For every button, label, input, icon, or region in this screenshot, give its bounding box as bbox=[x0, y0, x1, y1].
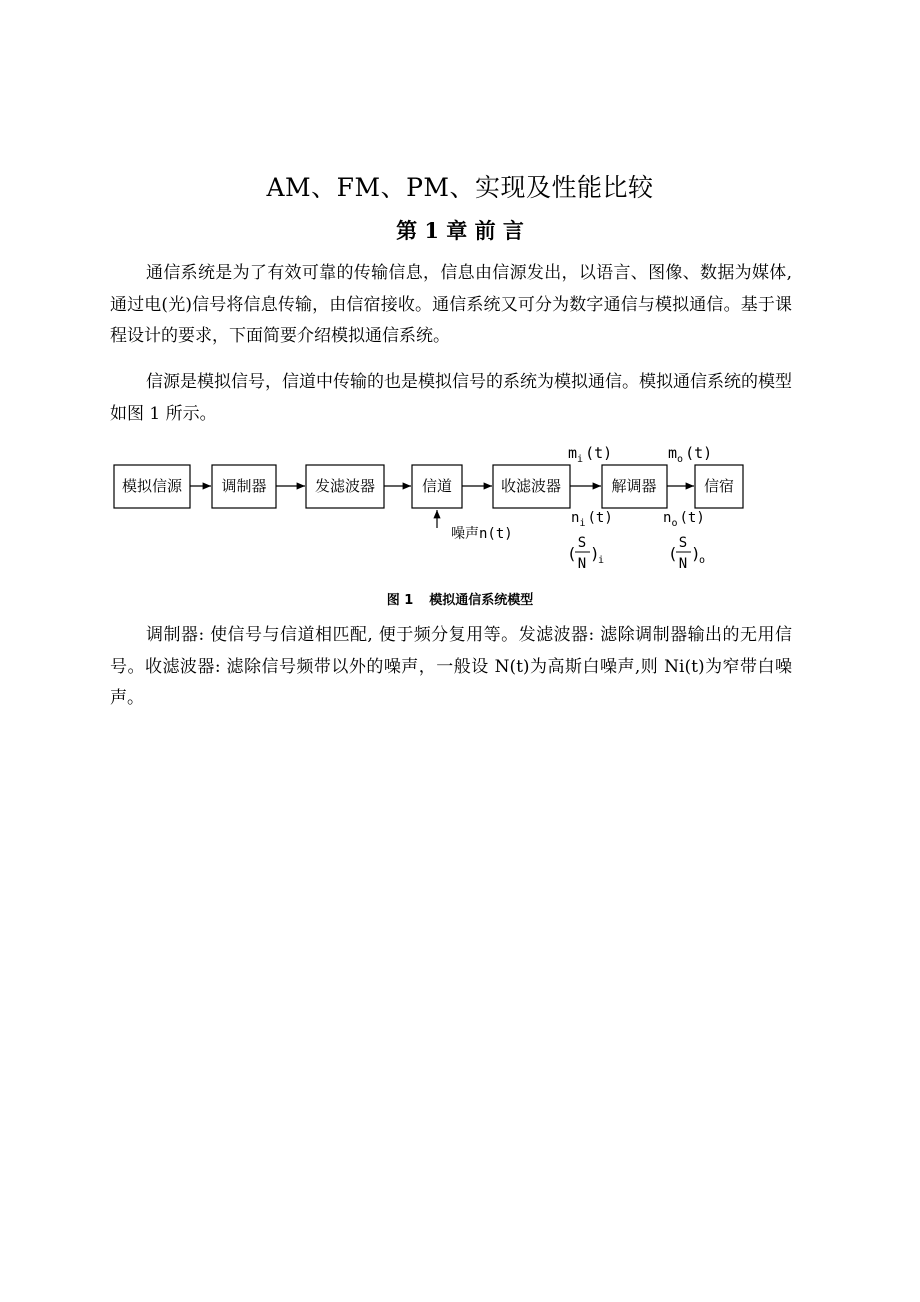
block-rx-filter bbox=[493, 465, 570, 508]
block-channel-label: 信道 bbox=[421, 477, 453, 495]
block-tx-filter bbox=[306, 465, 384, 508]
block-sink bbox=[695, 465, 743, 508]
snr-input bbox=[567, 535, 604, 572]
block-modulator-label: 调制器 bbox=[221, 477, 267, 495]
svg-text:i: i bbox=[598, 555, 605, 566]
noise-no-label: $n_o$ (t) bbox=[663, 510, 705, 529]
snr-output bbox=[668, 535, 705, 572]
figure-number: 图 1 bbox=[386, 593, 414, 608]
chapter-heading: 第 1 章 前 言 bbox=[396, 218, 524, 243]
noise-label: 噪声n(t) bbox=[451, 526, 513, 542]
svg-text:): ) bbox=[590, 544, 600, 563]
system-model-diagram bbox=[0, 435, 920, 585]
signal-mi-label: $m_i$ (t) bbox=[568, 444, 613, 465]
svg-text:o: o bbox=[699, 555, 706, 566]
paragraph-intro: 通信系统是为了有效可靠的传输信息，信息由信源发出，以语言、图像、数据为媒体,通过电(光)信号将信息传输，由信宿接收。通信系统又可分为数字通信与模拟通信。基于课程设计的要求，下面简要介绍模拟通信系统。 bbox=[110, 263, 792, 346]
svg-text:N: N bbox=[678, 556, 688, 572]
svg-text:S: S bbox=[577, 535, 587, 551]
svg-text:): ) bbox=[691, 544, 701, 563]
svg-text:(: ( bbox=[668, 544, 678, 563]
block-modulator bbox=[212, 465, 276, 508]
block-sink-label: 信宿 bbox=[703, 477, 735, 495]
block-demodulator-label: 解调器 bbox=[611, 477, 657, 495]
paragraph-components: 调制器: 使信号与信道相匹配, 便于频分复用等。发滤波器: 滤除调制器输出的无用信号。收滤波器: 滤除信号频带以外的噪声，一般设 N(t)为高斯白噪声,则 Ni(t)为窄带白噪声。 bbox=[110, 625, 792, 708]
svg-text:N: N bbox=[577, 556, 587, 572]
block-channel bbox=[412, 465, 462, 508]
svg-text:S: S bbox=[678, 535, 688, 551]
noise-ni-label: $n_i$ (t) bbox=[571, 510, 613, 529]
block-rx-filter-label: 收滤波器 bbox=[500, 477, 562, 495]
paragraph-analog-comm: 信源是模拟信号，信道中传输的也是模拟信号的系统为模拟通信。模拟通信系统的模型如图 1 所示。 bbox=[110, 372, 792, 424]
block-demodulator bbox=[602, 465, 667, 508]
signal-mo-label: $m_o$ (t) bbox=[668, 444, 713, 465]
block-tx-filter-label: 发滤波器 bbox=[314, 477, 376, 495]
document-title: AM、FM、PM、实现及性能比较 bbox=[266, 173, 654, 202]
block-source bbox=[114, 465, 190, 508]
svg-text:(: ( bbox=[567, 544, 577, 563]
figure-caption bbox=[0, 589, 920, 608]
block-source-label: 模拟信源 bbox=[121, 477, 183, 495]
figure-title: 模拟通信系统模型 bbox=[429, 593, 534, 608]
